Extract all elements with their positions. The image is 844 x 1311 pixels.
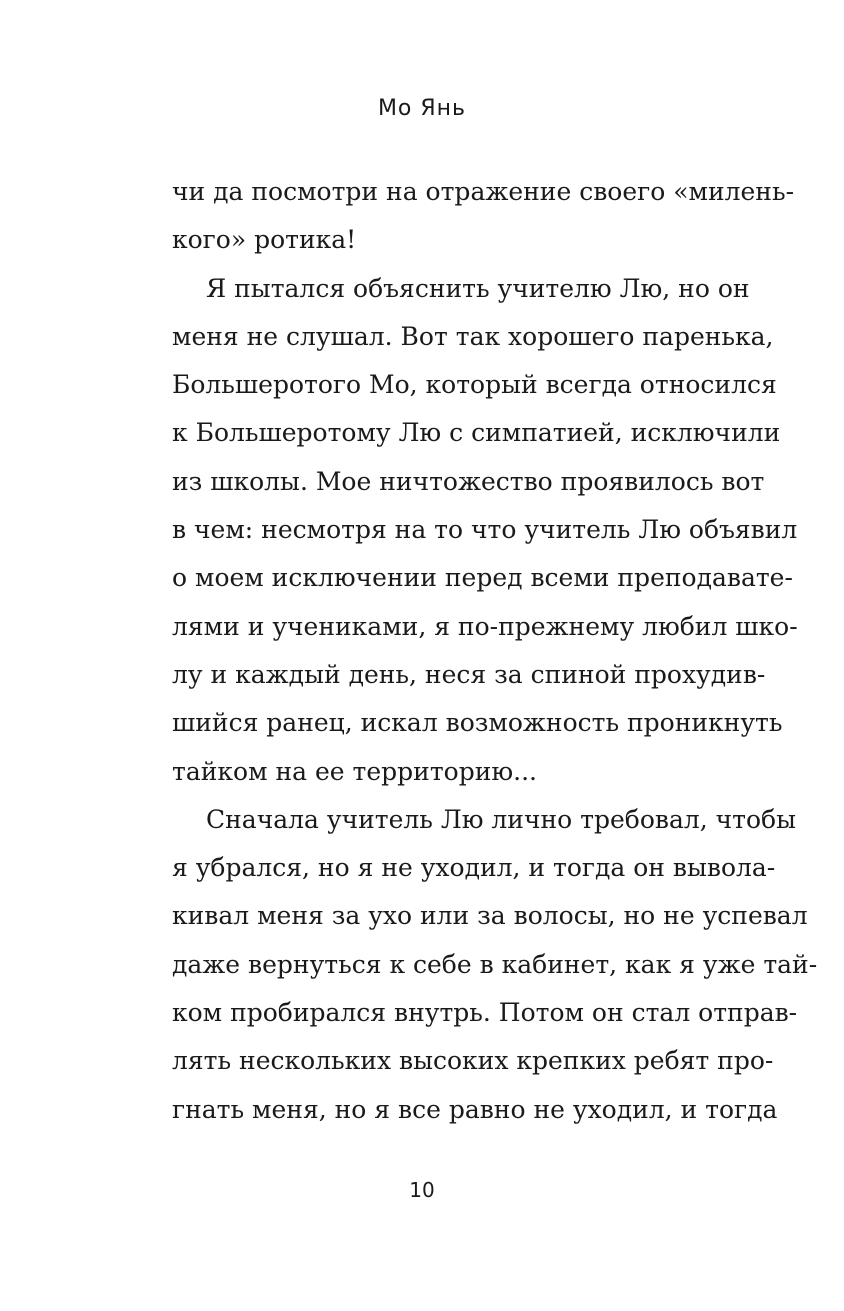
text-line: о моем исключении перед всеми преподавате-	[172, 563, 793, 593]
text-line: тайком на ее территорию...	[172, 756, 537, 786]
text-line: чи да посмотри на отражение своего «милень-	[172, 177, 795, 206]
text-line: кого» ротика!	[172, 225, 357, 255]
text-line: шийся ранец, искал возможность проникнуть	[172, 708, 783, 738]
running-title: Мо Янь	[377, 96, 467, 121]
body-text	[172, 168, 818, 1134]
text-line: Большеротого Мо, который всегда относился	[172, 370, 777, 400]
text-line: из школы. Мое ничтожество проявилось вот	[172, 466, 765, 496]
text-line: я убрался, но я не уходил, и тогда он вывола-	[172, 853, 776, 883]
text-line: Сначала учитель Лю лично требовал, чтобы	[206, 804, 796, 834]
text-line: даже вернуться к себе в кабинет, как я уже тай-	[172, 949, 818, 979]
text-line: ком пробирался внутрь. Потом он стал отправ-	[172, 998, 798, 1028]
text-line: кивал меня за ухо или за волосы, но не успевал	[172, 901, 808, 931]
text-line: к Большеротому Лю с симпатией, исключили	[172, 418, 781, 448]
text-line: в чем: несмотря на то что учитель Лю объявил	[172, 515, 798, 545]
text-line: лями и учениками, я по-прежнему любил шко-	[172, 611, 798, 641]
text-line: меня не слушал. Вот так хорошего паренька,	[172, 321, 774, 351]
text-line: Я пытался объяснить учителю Лю, но он	[206, 273, 750, 303]
text-line: лу и каждый день, неся за спиной прохудив-	[172, 659, 766, 689]
text-line: гнать меня, но я все равно не уходил, и тогда	[172, 1094, 778, 1124]
page-number: 10	[409, 1178, 435, 1202]
text-line: лять нескольких высоких крепких ребят про-	[172, 1046, 774, 1076]
